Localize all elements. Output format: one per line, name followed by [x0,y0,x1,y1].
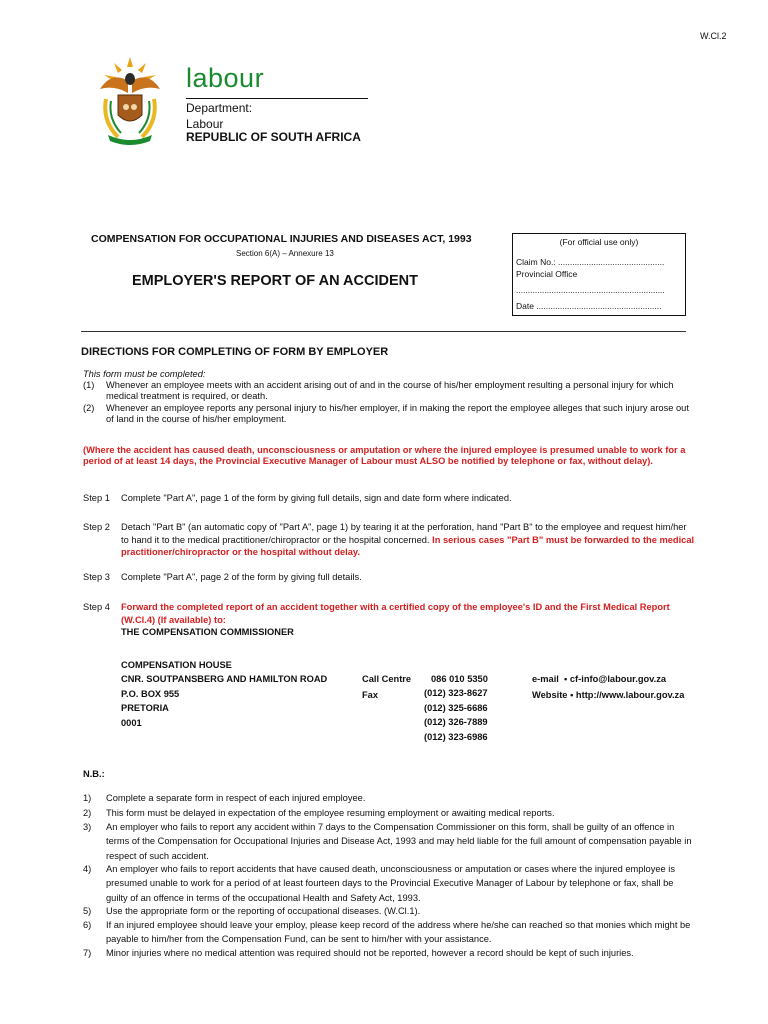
directions-intro: This form must be completed: [83,369,206,379]
step-text: Complete "Part A", page 1 of the form by giving full details, sign and date form where indicated. [121,493,512,503]
brand-divider [186,98,368,99]
website-link[interactable]: • http://www.labour.gov.za [570,690,685,701]
step-text: Detach "Part B" (an automatic copy of "Part A", page 1) by tearing it at the perforation, hand "Part B" to the employee and request him/her to hand it to the medical practitioner/chiropractor or the hospital concerned. [121,522,687,545]
section-reference: Section 6(A) – Annexure 13 [236,249,334,258]
address-line: 0001 [121,717,142,728]
step-label: Step 4 [83,602,110,612]
note-text: Complete a separate form in respect of each injured employee. [106,793,366,803]
fax-number: (012) 326-7889 [424,717,488,728]
brand-name: labour [186,63,265,93]
note-text: This form must be delayed in expectation of the employee resuming employment or awaiting medical reports. [106,808,555,818]
contact-labels [362,672,411,703]
list-item [83,918,698,947]
call-centre-number: 086 010 5350 [431,674,488,684]
email-link[interactable]: • cf-info@labour.gov.za [564,674,667,684]
note-text: Use the appropriate form or the reporting of occupational diseases. (W.Cl.1). [106,906,421,916]
list-item-number: (1) [83,380,95,390]
list-item [83,862,698,905]
email-label: e-mail [532,674,559,684]
step-text: Forward the completed report of an accident together with a certified copy of the employee's ID and the First Medical Report (W.Cl.4) (If available) to: [121,602,670,625]
fax-label: Fax [362,690,379,701]
address-line: CNR. SOUTPANSBERG AND HAMILTON ROAD [121,674,328,685]
step-2 [83,521,698,561]
note-number: 4) [83,864,92,874]
list-item [83,403,693,425]
department-name: Labour [186,117,224,131]
list-item-number: (2) [83,403,95,413]
coat-of-arms-icon [94,55,166,147]
act-title: COMPENSATION FOR OCCUPATIONAL INJURIES AND DISEASES ACT, 1993 [91,233,472,245]
form-code: W.Cl.2 [700,31,727,41]
list-item-text: Whenever an employee meets with an accident arising out of and in the course of his/her employment resulting a personal injury for which medical treatment is required, or death. [106,380,674,401]
note-number: 3) [83,822,92,832]
step-label: Step 3 [83,572,110,582]
page-title: EMPLOYER'S REPORT OF AN ACCIDENT [132,273,418,289]
address-line: P.O. BOX 955 [121,688,180,699]
online-contacts [532,672,722,703]
addressee: THE COMPENSATION COMMISSIONER [121,627,294,637]
address-line: PRETORIA [121,703,169,714]
country-name: REPUBLIC OF SOUTH AFRICA [186,130,361,144]
note-text: An employer who fails to report any accident within 7 days to the Compensation Commissioner on this form, shall be guilty of an offence in terms of the Compensation for Occupational Injuries and Disease Act, 1993 and may held liable for the full amount of compensation payable in respect of such accident. [106,822,692,861]
call-centre-label: Call Centre [362,674,412,684]
note-text: Minor injuries where no medical attention was required should not be reported, however a record should be kept of such injuries. [106,948,634,958]
fax-number: (012) 325-6686 [424,702,488,713]
date-field: Date ..................................................... [516,301,662,311]
warning-notice: (Where the accident has caused death, unconsciousness or amputation or where the injured employee is presumed unable to work for a period of at least 14 days, the Provincial Executive Manager of Labour must ALSO be notified by telephone or fax, without delay). [83,445,686,466]
official-use-header: (For official use only) [559,237,639,247]
list-item [83,904,698,918]
claim-no-field: Claim No.: ............................................. [516,257,665,267]
address-line: COMPENSATION HOUSE [121,660,232,670]
note-number: 5) [83,906,92,916]
note-number: 1) [83,793,92,803]
department-label: Department: [186,101,253,115]
step-warning: In serious cases "Part B" must be forwarded to the medical practitioner/chiropractor or the hospital without delay. [121,534,695,557]
postal-address [121,658,327,730]
note-text: An employer who fails to report accidents that have caused death, unconsciousness or amputation or cases where the injured employee is presumed unable to work for a period of at least fourteen days to the Provincial Executive Manager of Labour by telephone or fax, shall be guilty of an offence in terms of the occupational Health and Safety Act, 1993. [106,864,675,903]
notes-heading: N.B.: [83,769,105,779]
list-item [83,806,698,820]
note-number: 2) [83,808,92,818]
list-item [83,380,693,402]
website-label: Website [532,690,568,701]
step-4 [83,601,698,641]
list-item-text: Whenever an employee reports any personal injury to his/her employer, if in making the report the employee alleges that such injury arose out of land in the course of his/her employment. [106,403,689,424]
directions-heading: DIRECTIONS FOR COMPLETING OF FORM BY EMPLOYER [81,346,389,358]
note-text: If an injured employee should leave your employ, please keep record of the address where he/she can reached so that monies which might be payable to him/her from the Compensation Fund, can be sent to him/her with your assistance. [106,920,691,945]
provincial-office-label: Provincial Office [516,269,578,279]
note-number: 6) [83,920,92,930]
official-use-box [512,233,686,316]
step-text: Complete "Part A", page 2 of the form by giving full details. [121,572,362,582]
list-item [83,791,698,805]
fax-number: (012) 323-6986 [424,731,488,742]
provincial-office-field: ............................................................... [516,285,665,295]
fax-number: (012) 323-8627 [424,688,488,699]
list-item [83,946,698,960]
section-divider [81,331,686,332]
note-number: 7) [83,948,92,958]
step-label: Step 2 [83,522,110,532]
contact-numbers [424,672,488,744]
list-item [83,820,698,863]
step-label: Step 1 [83,493,110,503]
